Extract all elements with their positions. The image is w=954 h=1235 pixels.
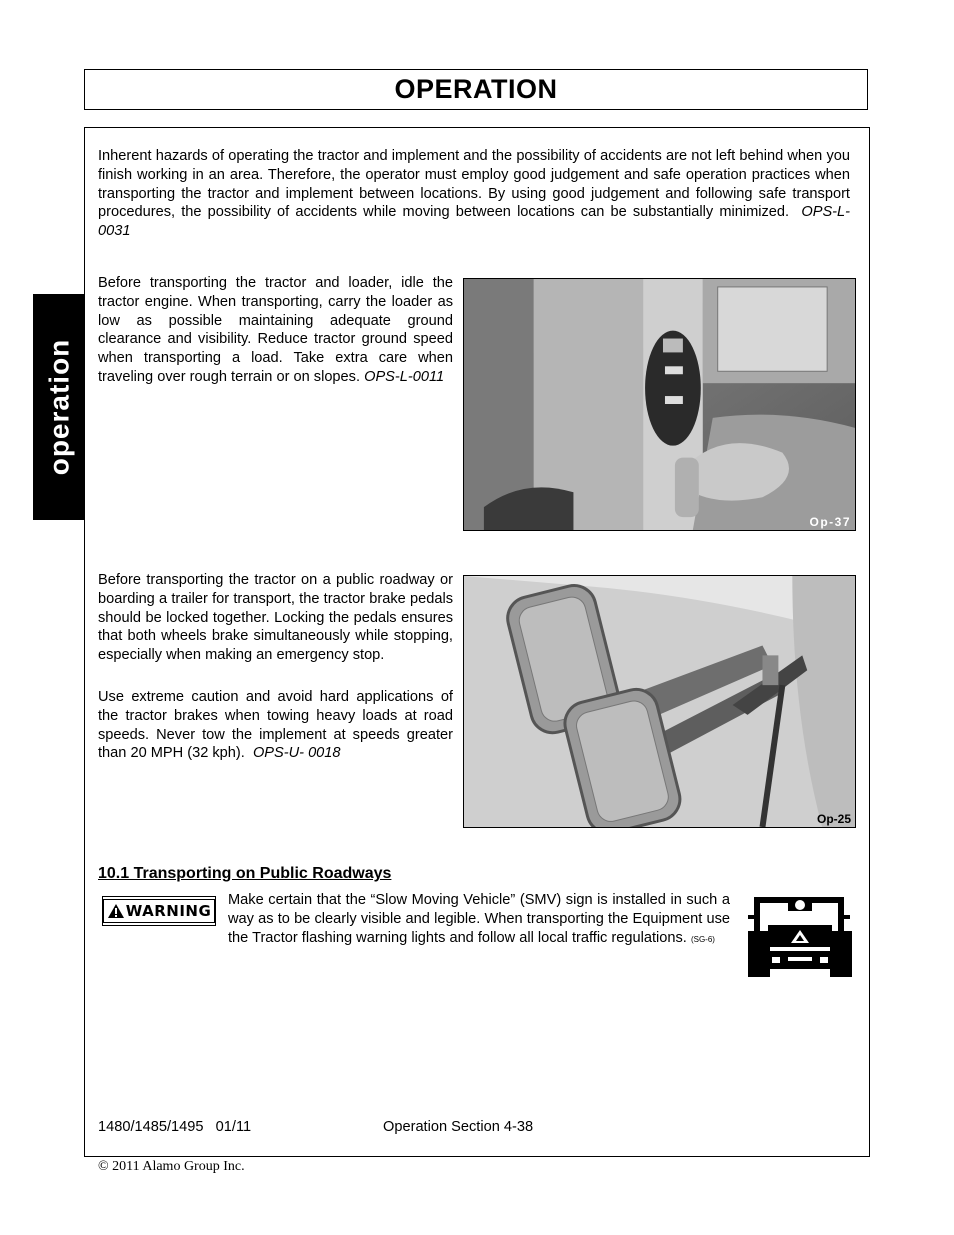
loader-control-photo: [463, 278, 856, 531]
loader-joystick-image: [464, 279, 855, 530]
warning-badge: [102, 896, 216, 926]
brake-pedals-photo: [463, 575, 856, 828]
page-header: [84, 69, 868, 110]
smv-code: (SG-6): [690, 934, 715, 944]
smv-text: Make certain that the “Slow Moving Vehicle” (SMV) sign is installed in such a way as to be clearly visible and legible. When transporting the Equipment use the Tractor flashing warning lights and follow all local traffic regulations.: [228, 892, 730, 946]
brakes-paragraph-2: [98, 688, 453, 763]
loader-text: Before transporting the tractor and loader, idle the tractor engine. When transporting, carry the loader as low as possible maintaining adequate ground clearance and visibility. Reduce tractor ground speed when transporting a load. Take extra care when traveling over rough terrain or on slopes.: [98, 275, 453, 385]
intro-text: Inherent hazards of operating the tractor and implement and the possibility of accidents are not left behind when you finish working in an area. Therefore, the operator must employ good judgement and safe operation practices when transporting the tractor and implement between locations. By using good judgement and following safe transport procedures, the possibility of accidents while moving between locations can be substantially minimized.: [98, 148, 850, 221]
intro-paragraph: [98, 147, 850, 241]
intro-code: OPS-L- 0031: [98, 204, 851, 240]
brake-pedals-image: [464, 576, 855, 827]
smv-paragraph: [228, 891, 730, 949]
warning-label-box: [103, 899, 216, 923]
brakes-paragraph-1: [98, 571, 453, 665]
brakes-text-1: Before transporting the tractor on a public roadway or boarding a trailer for transport, the tractor brake pedals should be locked together. Locking the pedals ensures that both wheels brake simultaneously while stopping, especially when making an emergency stop.: [98, 572, 453, 664]
warning-triangle-icon: [107, 903, 125, 919]
side-tab-label: operation: [43, 338, 74, 476]
footer-model: 1480/1485/1495 01/11: [98, 1119, 252, 1135]
loader-code: OPS-L-0011: [364, 368, 445, 385]
footer-section: Operation Section 4-38: [383, 1119, 534, 1135]
section-heading: 10.1 Transporting on Public Roadways: [98, 865, 392, 882]
brake-photo-label: Op-25: [816, 812, 851, 826]
brakes-code: OPS-U- 0018: [252, 745, 341, 762]
brakes-text-2: Use extreme caution and avoid hard applications of the tractor brakes when towing heavy loads at road speeds. Never tow the implement at speeds greater than 20 MPH (32 kph).: [98, 689, 453, 762]
copyright: © 2011 Alamo Group Inc.: [98, 1159, 245, 1174]
tractor-smv-icon: [748, 893, 852, 977]
loader-paragraph: [98, 274, 453, 387]
warning-label: WARNING: [125, 902, 212, 920]
page-title: OPERATION: [394, 74, 558, 104]
side-tab: [33, 294, 85, 520]
loader-photo-label: Op-37: [809, 515, 851, 529]
